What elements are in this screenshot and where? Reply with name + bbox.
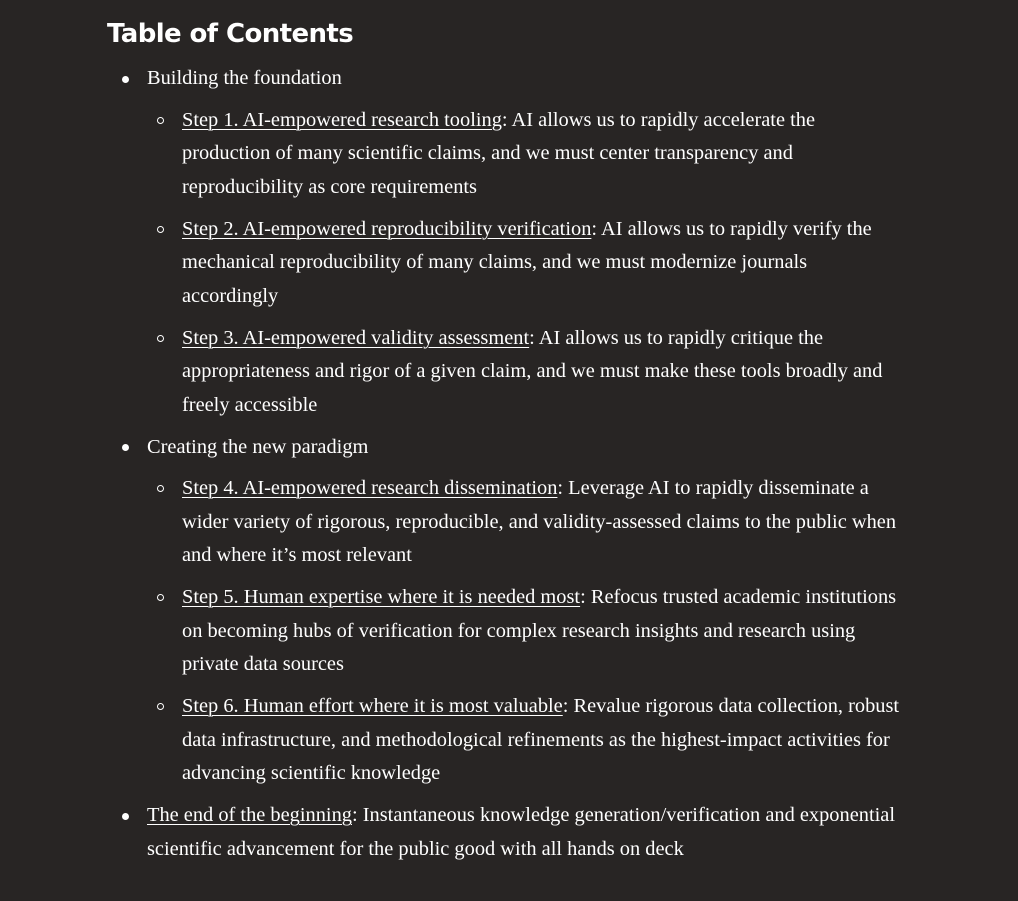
step-5-link[interactable]: Step 5. Human expertise where it is needed most [182,586,581,608]
step-4-link[interactable]: Step 4. AI-empowered research dissemination [182,477,558,499]
step-6-description: : Revalue rigorous data collection, robust data infrastructure, and methodological refinements as the highest-impact activities for advancing scientific knowledge [182,695,900,784]
toc-sublist [147,104,967,423]
step-3-description: : AI allows us to rapidly critique the appropriateness and rigor of a given claim, and we must make these tools broadly and freely accessible [182,326,883,416]
step-5-description: : Refocus trusted academic institutions on becoming hubs of verification for complex research insights and research using private data sources [182,586,897,675]
toc-item-step-3 [182,322,907,423]
step-2-link[interactable]: Step 2. AI-empowered reproducibility verification [182,217,592,240]
toc-item-step-1 [182,104,907,205]
section-label: Building the foundation [147,67,342,89]
end-description: : Instantaneous knowledge generation/verification and exponential scientific advancement for the public good with all hands on deck [147,804,895,860]
toc-sublist [147,472,967,791]
step-4-description: : Leverage AI to rapidly disseminate a wider variety of rigorous, reproducible, and validity-assessed claims to the public when and where it’s most relevant [182,477,897,566]
end-of-beginning-link[interactable]: The end of the beginning [147,804,352,826]
toc-heading: Table of Contents [107,19,354,49]
step-2-description: : AI allows us to rapidly verify the mechanical reproducibility of many claims, and we must modernize journals accordingly [182,217,872,307]
step-1-description: : AI allows us to rapidly accelerate the production of many scientific claims, and we must center transparency and reproducibility as core requirements [182,108,816,198]
toc-section-new-paradigm [147,431,967,791]
toc-item-step-6 [182,690,907,791]
toc-section-end [147,799,967,866]
section-label: Creating the new paradigm [147,435,369,458]
step-1-link[interactable]: Step 1. AI-empowered research tooling [182,108,502,131]
toc-item-step-4 [182,472,907,573]
toc-item-step-5 [182,581,907,682]
toc-item-step-2 [182,213,907,314]
toc-list [107,62,967,875]
toc-section-building-foundation [147,62,967,422]
step-6-link[interactable]: Step 6. Human effort where it is most valuable [182,695,563,717]
step-3-link[interactable]: Step 3. AI-empowered validity assessment [182,326,530,349]
